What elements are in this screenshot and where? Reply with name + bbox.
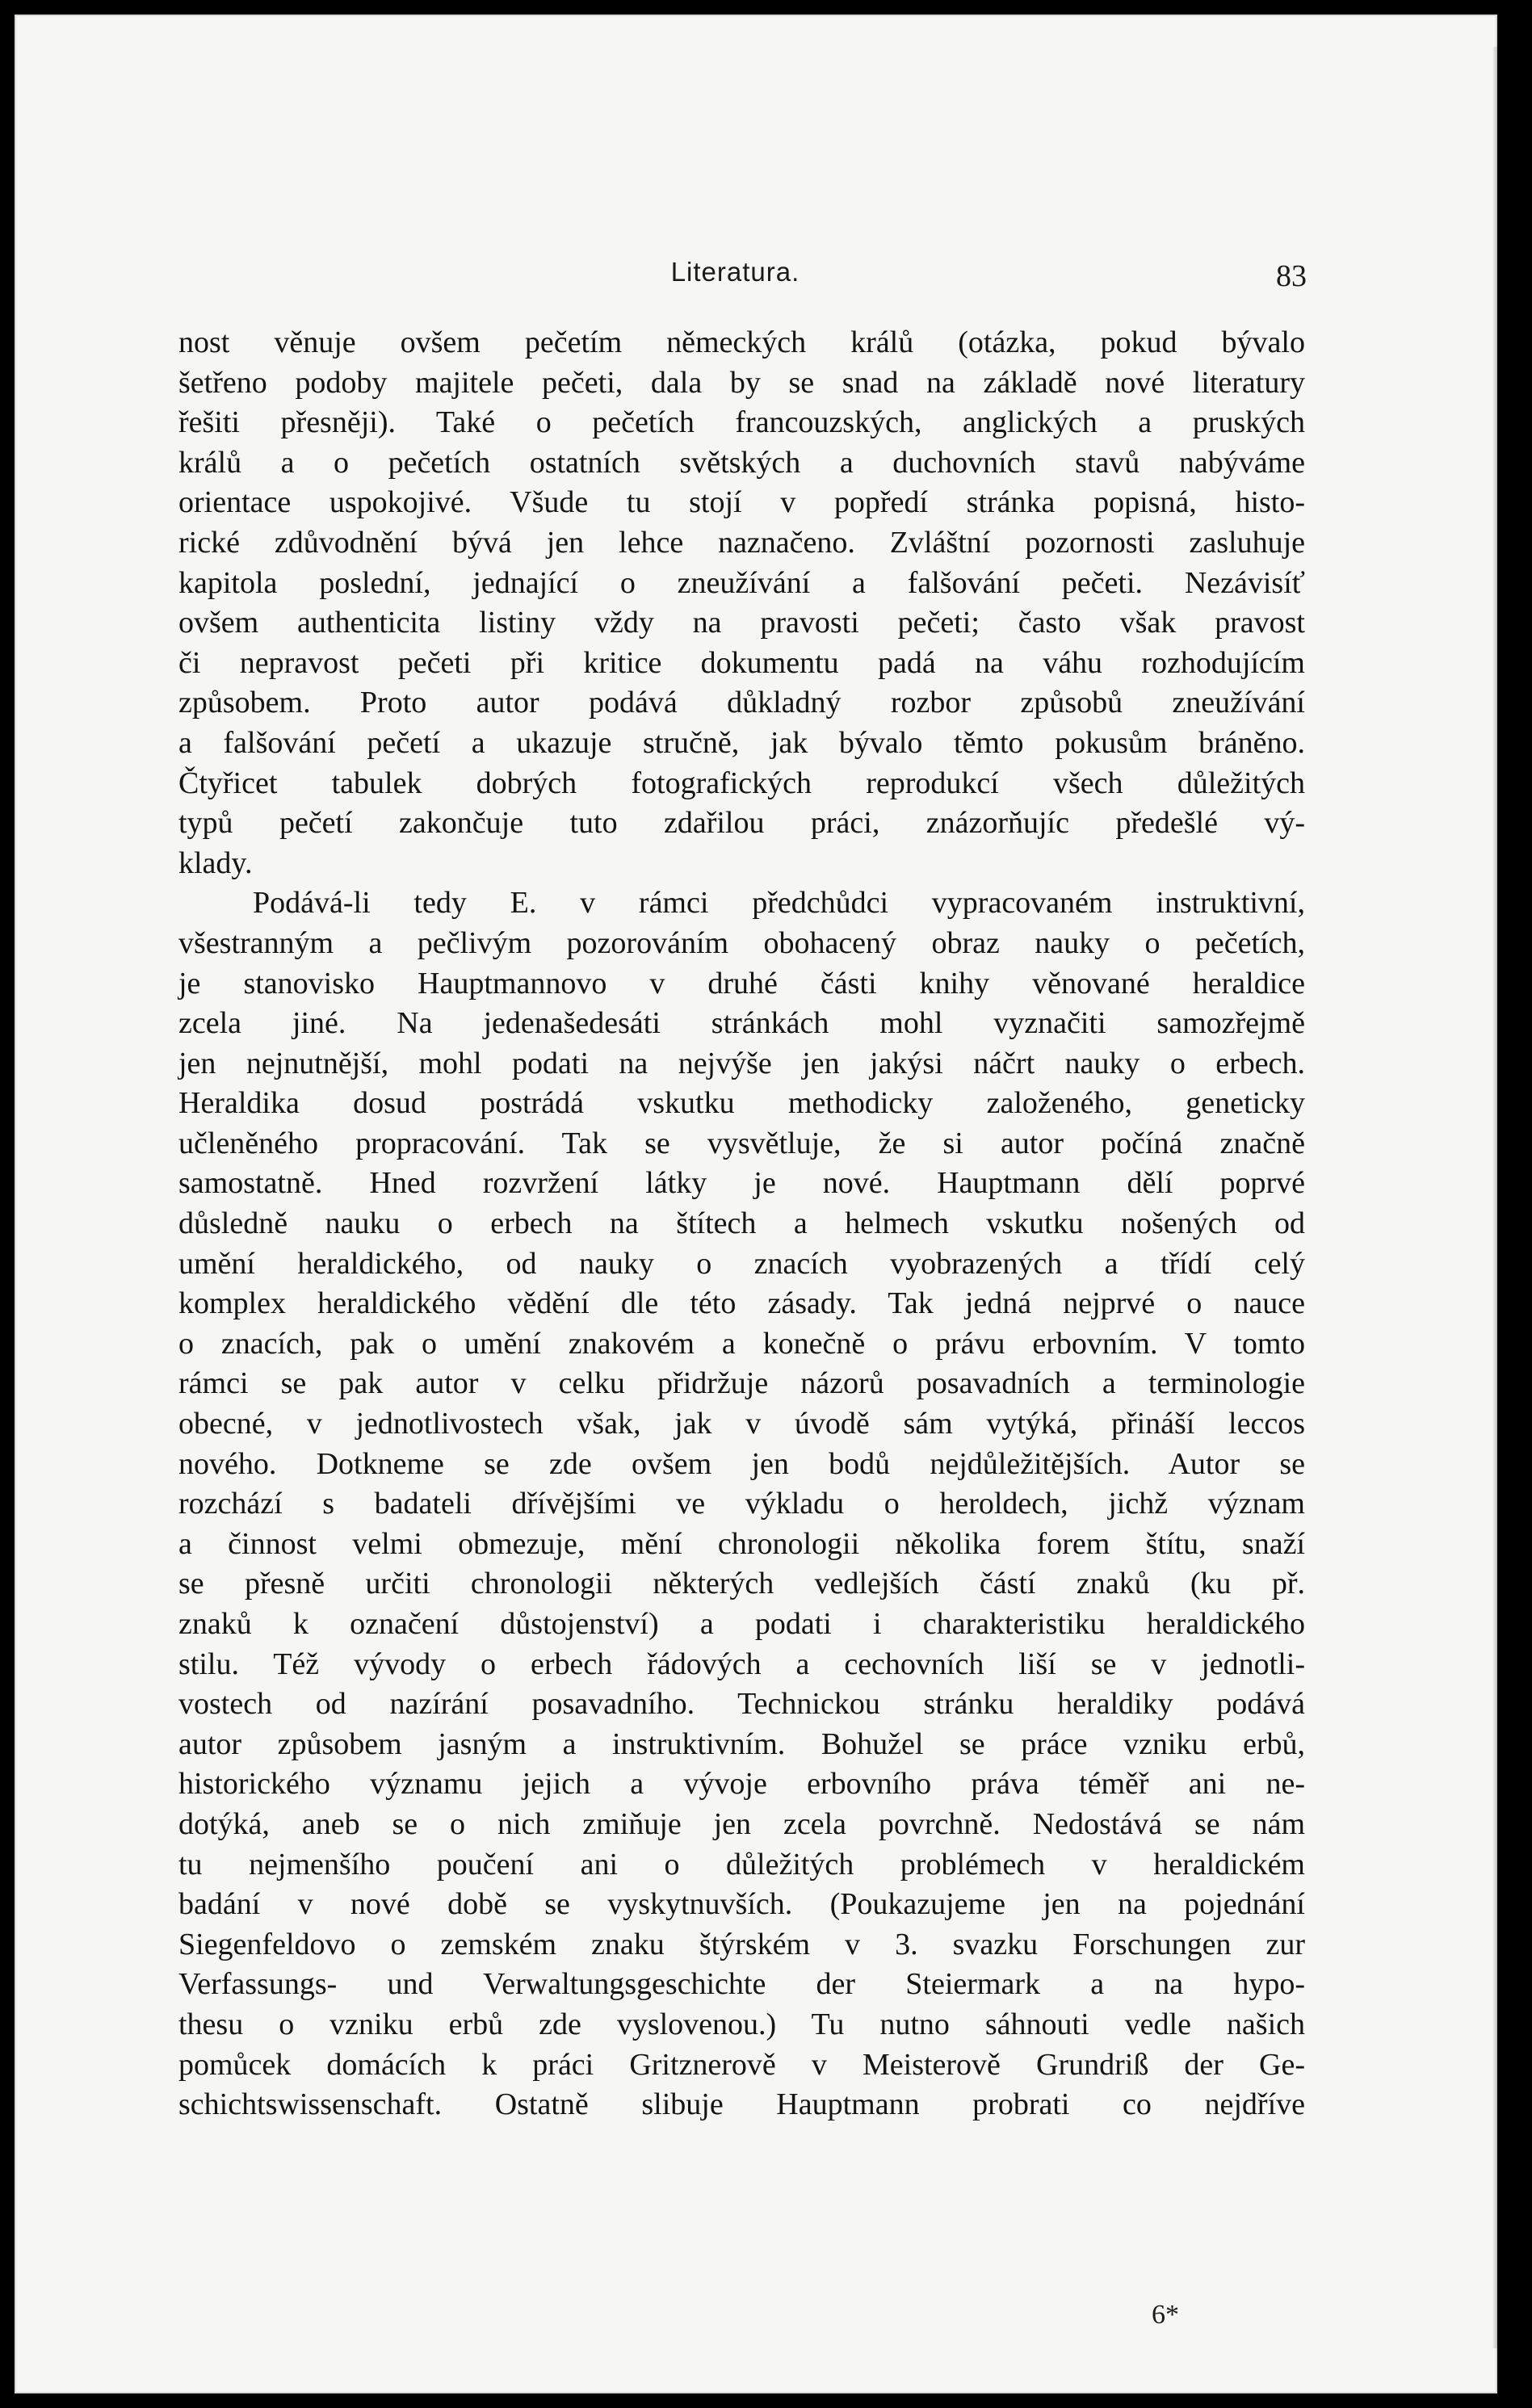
text-line: pomůcek domácích k práci Gritznerově v Meisterově Grundriß der Ge- [178,2047,1305,2082]
text-line: thesu o vzniku erbů zde vyslovenou.) Tu nutno sáhnouti vedle našich [178,2007,1305,2041]
text-line: schichtswissenschaft. Ostatně slibuje Hauptmann probrati co nejdříve [178,2087,1305,2122]
text-line: rámci se pak autor v celku přidržuje názorů posavadních a terminologie [178,1366,1305,1401]
text-line: Čtyřicet tabulek dobrých fotografických reprodukcí všech důležitých [178,766,1305,800]
text-line: typů pečetí zakončuje tuto zdařilou práci, znázorňujíc předešlé vý- [178,806,1305,841]
text-line: znaků k označení důstojenství) a podati i charakteristiku heraldického [178,1607,1305,1641]
text-line: historického významu jejich a vývoje erbovního práva téměř ani ne- [178,1767,1305,1802]
text-line: vostech od nazírání posavadního. Technickou stránku heraldiky podává [178,1687,1305,1722]
text-line: Siegenfeldovo o zemském znaku štýrském v 3. svazku Forschungen zur [178,1927,1305,1961]
text-line: či nepravost pečeti při kritice dokumentu padá na váhu rozhodujícím [178,645,1305,680]
text-line: o znacích, pak o umění znakovém a konečně o právu erbovním. V tomto [178,1326,1305,1361]
text-line: jen nejnutnější, mohl podati na nejvýše jen jakýsi náčrt nauky o erbech. [178,1046,1305,1080]
text-line: umění heraldického, od nauky o znacích vyobrazených a třídí celý [178,1246,1305,1281]
running-head-title: Literatura. [670,257,800,287]
text-line: obecné, v jednotlivostech však, jak v úvodě sám vytýká, přináší leccos [178,1407,1305,1441]
text-line: Heraldika dosud postrádá vskutku methodicky založeného, geneticky [178,1086,1305,1121]
text-line: autor způsobem jasným a instruktivním. Bohužel se práce vzniku erbů, [178,1726,1305,1761]
book-page [15,15,1497,2393]
text-line: učleněného propracování. Tak se vysvětluje, že si autor počíná značně [178,1126,1305,1160]
text-line: zcela jiné. Na jedenašedesáti stránkách mohl vyznačiti samozřejmě [178,1006,1305,1041]
text-line: důsledně nauku o erbech na štítech a helmech vskutku nošených od [178,1206,1305,1241]
text-line: je stanovisko Hauptmannovo v druhé části knihy věnované heraldice [178,966,1305,1001]
text-line: dotýká, aneb se o nich zmiňuje jen zcela povrchně. Nedostává se nám [178,1806,1305,1841]
text-line: badání v nové době se vyskytnuvších. (Poukazujeme jen na pojednání [178,1887,1305,1922]
text-line: ovšem authenticita listiny vždy na pravosti pečeti; často však pravost [178,606,1305,640]
text-line-paragraph-start: Podává-li tedy E. v rámci předchůdci vypracovaném instruktivní, [253,886,1305,921]
page-number: 83 [1276,259,1307,293]
text-line: stilu. Též vývody o erbech řádových a cechovních liší se v jednotli- [178,1647,1305,1681]
text-line: řešiti přesněji). Také o pečetích francouzských, anglických a pruských [178,405,1305,440]
text-line: nového. Dotkneme se zde ovšem jen bodů nejdůležitějších. Autor se [178,1446,1305,1481]
body-text [178,323,1305,2125]
running-head [164,257,1307,297]
text-line: samostatně. Hned rozvržení látky je nové. Hauptmann dělí poprvé [178,1166,1305,1201]
text-line: tu nejmenšího poučení ani o důležitých problémech v heraldickém [178,1847,1305,1882]
text-line: rické zdůvodnění bývá jen lehce naznačeno. Zvláštní pozornosti zasluhuje [178,525,1305,560]
text-line: a činnost velmi obmezuje, mění chronologii několika forem štítu, snaží [178,1526,1305,1561]
text-line: způsobem. Proto autor podává důkladný rozbor způsobů zneužívání [178,686,1305,720]
text-line: orientace uspokojivé. Všude tu stojí v popředí stránka popisná, histo- [178,485,1305,520]
text-line: a falšování pečetí a ukazuje stručně, jak bývalo těmto pokusům bráněno. [178,725,1305,760]
text-line: šetřeno podoby majitele pečeti, dala by se snad na základě nové literatury [178,365,1305,400]
text-line: rozchází s badateli dřívějšími ve výkladu o heroldech, jichž význam [178,1487,1305,1521]
text-line: Verfassungs- und Verwaltungsgeschichte der Steiermark a na hypo- [178,1967,1305,2002]
text-line: komplex heraldického vědění dle této zásady. Tak jedná nejprvé o nauce [178,1286,1305,1321]
text-line: nost věnuje ovšem pečetím německých králů (otázka, pokud bývalo [178,325,1305,359]
text-line: se přesně určiti chronologii některých vedlejších částí znaků (ku př. [178,1567,1305,1601]
text-line: všestranným a pečlivým pozorováním obohacený obraz nauky o pečetích, [178,925,1305,960]
text-line: králů a o pečetích ostatních světských a duchovních stavů nabýváme [178,445,1305,480]
page-edge-shadow [1492,47,1497,2348]
signature-mark: 6* [1152,2300,1179,2330]
text-line: kapitola poslední, jednající o zneužívání a falšování pečeti. Nezávisíť [178,565,1305,600]
text-line-paragraph-end: klady. [178,845,253,880]
